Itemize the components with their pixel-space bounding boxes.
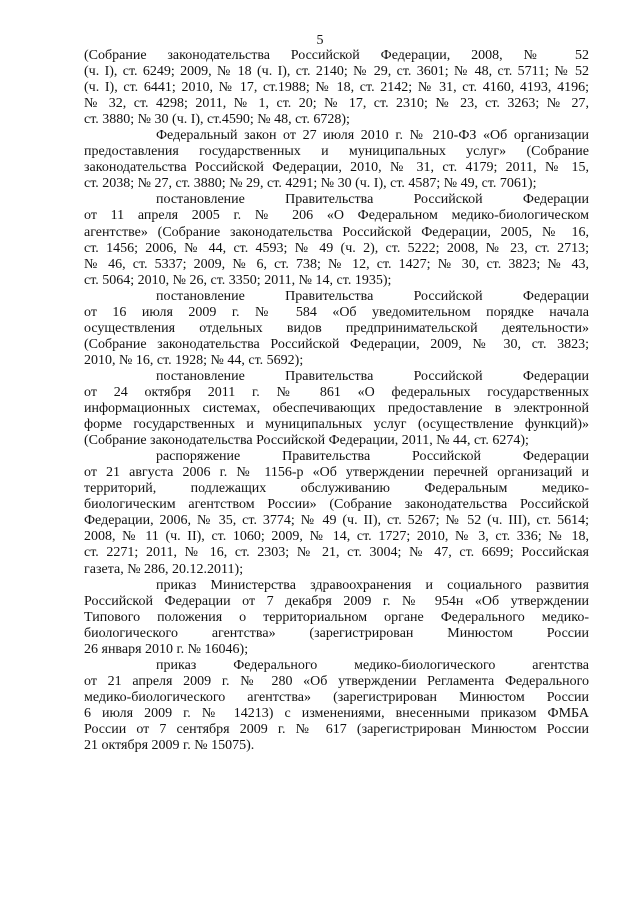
text-line: (ч. I), ст. 6249; 2009, № 18 (ч. I), ст. 2140; № 29, ст. 3601; № 48, ст. 5711; № 52 [84, 64, 589, 80]
text-line: 26 января 2010 г. № 16046); [84, 641, 249, 657]
page-number: 5 [316, 33, 324, 48]
paragraph [84, 192, 589, 288]
text-line: постановление Правительства Российской Федерации [156, 368, 589, 384]
text-line: ст. 2271; 2011, № 16, ст. 2303; № 21, ст. 3004; № 47, ст. 6699; Российская [84, 545, 589, 561]
text-line: приказ Министерства здравоохранения и социального развития [156, 577, 589, 593]
text-line: законодательства Российской Федерации, 2010, № 31, ст. 4179; 2011, № 15, [84, 160, 589, 176]
text-line: постановление Правительства Российской Федерации [156, 288, 589, 304]
paragraph [84, 128, 589, 192]
text-line: от 24 октября 2011 г. № 861 «О федеральных государственных [84, 384, 589, 400]
text-line: территорий, подлежащих обслуживанию Федеральным медико- [84, 481, 589, 497]
text-line: Типового положения о территориальном органе Федерального медико- [84, 609, 589, 625]
paragraph [84, 48, 589, 128]
text-line: биологическим агентством России» (Собрание законодательства Российской [84, 497, 589, 513]
text-line: (Собрание законодательства Российской Федерации, 2011, № 44, ст. 6274); [84, 433, 529, 449]
text-line: агентстве» (Собрание законодательства Российской Федерации, 2005, № 16, [84, 224, 589, 240]
text-line: № 32, ст. 4298; 2011, № 1, ст. 20; № 17, ст. 2310; № 23, ст. 3263; № 27, [84, 96, 589, 112]
text-line: Федеральный закон от 27 июля 2010 г. № 210-ФЗ «Об организации [156, 128, 589, 144]
text-line: от 16 июля 2009 г. № 584 «Об уведомительном порядке начала [84, 304, 589, 320]
text-line: информационных системах, обеспечивающих предоставление в электронной [84, 401, 589, 417]
text-line: ст. 3880; № 30 (ч. I), ст.4590; № 48, ст. 6728); [84, 112, 350, 128]
text-line: Федерации, 2006, № 35, ст. 3774; № 49 (ч. II), ст. 5267; № 52 (ч. III), ст. 5614; [84, 513, 589, 529]
text-line: осуществления отдельных видов предпринимательской деятельности» [84, 320, 589, 336]
text-line: медико-биологического агентства» (зарегистрирован Минюстом России [84, 689, 589, 705]
text-line: биологического агентства» (зарегистрирован Минюстом России [84, 625, 589, 641]
text-line: № 46, ст. 5337; 2009, № 6, ст. 738; № 12, ст. 1427; № 30, ст. 3823; № 43, [84, 256, 589, 272]
text-line: (Собрание законодательства Российской Федерации, 2009, № 30, ст. 3823; [84, 336, 589, 352]
document-body [84, 48, 589, 754]
text-line: от 11 апреля 2005 г. № 206 «О Федеральном медико-биологическом [84, 208, 589, 224]
paragraph [84, 658, 589, 754]
text-line: (Собрание законодательства Российской Федерации, 2008, № 52 [84, 48, 589, 63]
text-line: Российской Федерации от 7 декабря 2009 г. № 954н «Об утверждении [84, 593, 589, 609]
text-line: ст. 1456; 2006, № 44, ст. 4593; № 49 (ч. 2), ст. 5222; 2008, № 23, ст. 2713; [84, 240, 589, 256]
text-line: ст. 2038; № 27, ст. 3880; № 29, ст. 4291; № 30 (ч. I), ст. 4587; № 49, ст. 7061); [84, 176, 537, 192]
paragraph [84, 289, 589, 369]
text-line: форме государственных и муниципальных услуг (осуществление функций)» [84, 417, 589, 433]
paragraph [84, 369, 589, 449]
text-line: газета, № 286, 20.12.2011); [84, 561, 244, 577]
text-line: приказ Федерального медико-биологического агентства [156, 657, 589, 673]
paragraph [84, 449, 589, 577]
text-line: от 21 апреля 2009 г. № 280 «Об утверждении Регламента Федерального [84, 673, 589, 689]
text-line: распоряжение Правительства Российской Федерации [156, 449, 589, 465]
text-line: 21 октября 2009 г. № 15075). [84, 738, 255, 754]
text-line: от 21 августа 2006 г. № 1156-р «Об утверждении перечней организаций и [84, 465, 589, 481]
text-line: предоставления государственных и муниципальных услуг» (Собрание [84, 144, 589, 160]
text-line: постановление Правительства Российской Федерации [156, 192, 589, 208]
text-line: 2010, № 16, ст. 1928; № 44, ст. 5692); [84, 352, 304, 368]
text-line: 6 июля 2009 г. № 14213) с изменениями, внесенными приказом ФМБА [84, 705, 589, 721]
text-line: России от 7 сентября 2009 г. № 617 (зарегистрирован Минюстом России [84, 721, 589, 737]
text-line: 2008, № 11 (ч. II), ст. 1060; 2009, № 14, ст. 1727; 2010, № 3, ст. 336; № 18, [84, 529, 589, 545]
text-line: ст. 5064; 2010, № 26, ст. 3350; 2011, № 14, ст. 1935); [84, 272, 392, 288]
paragraph [84, 578, 589, 658]
text-line: (ч. I), ст. 6441; 2010, № 17, ст.1988; № 18, ст. 2142; № 31, ст. 4160, 4193, 4196; [84, 80, 589, 96]
